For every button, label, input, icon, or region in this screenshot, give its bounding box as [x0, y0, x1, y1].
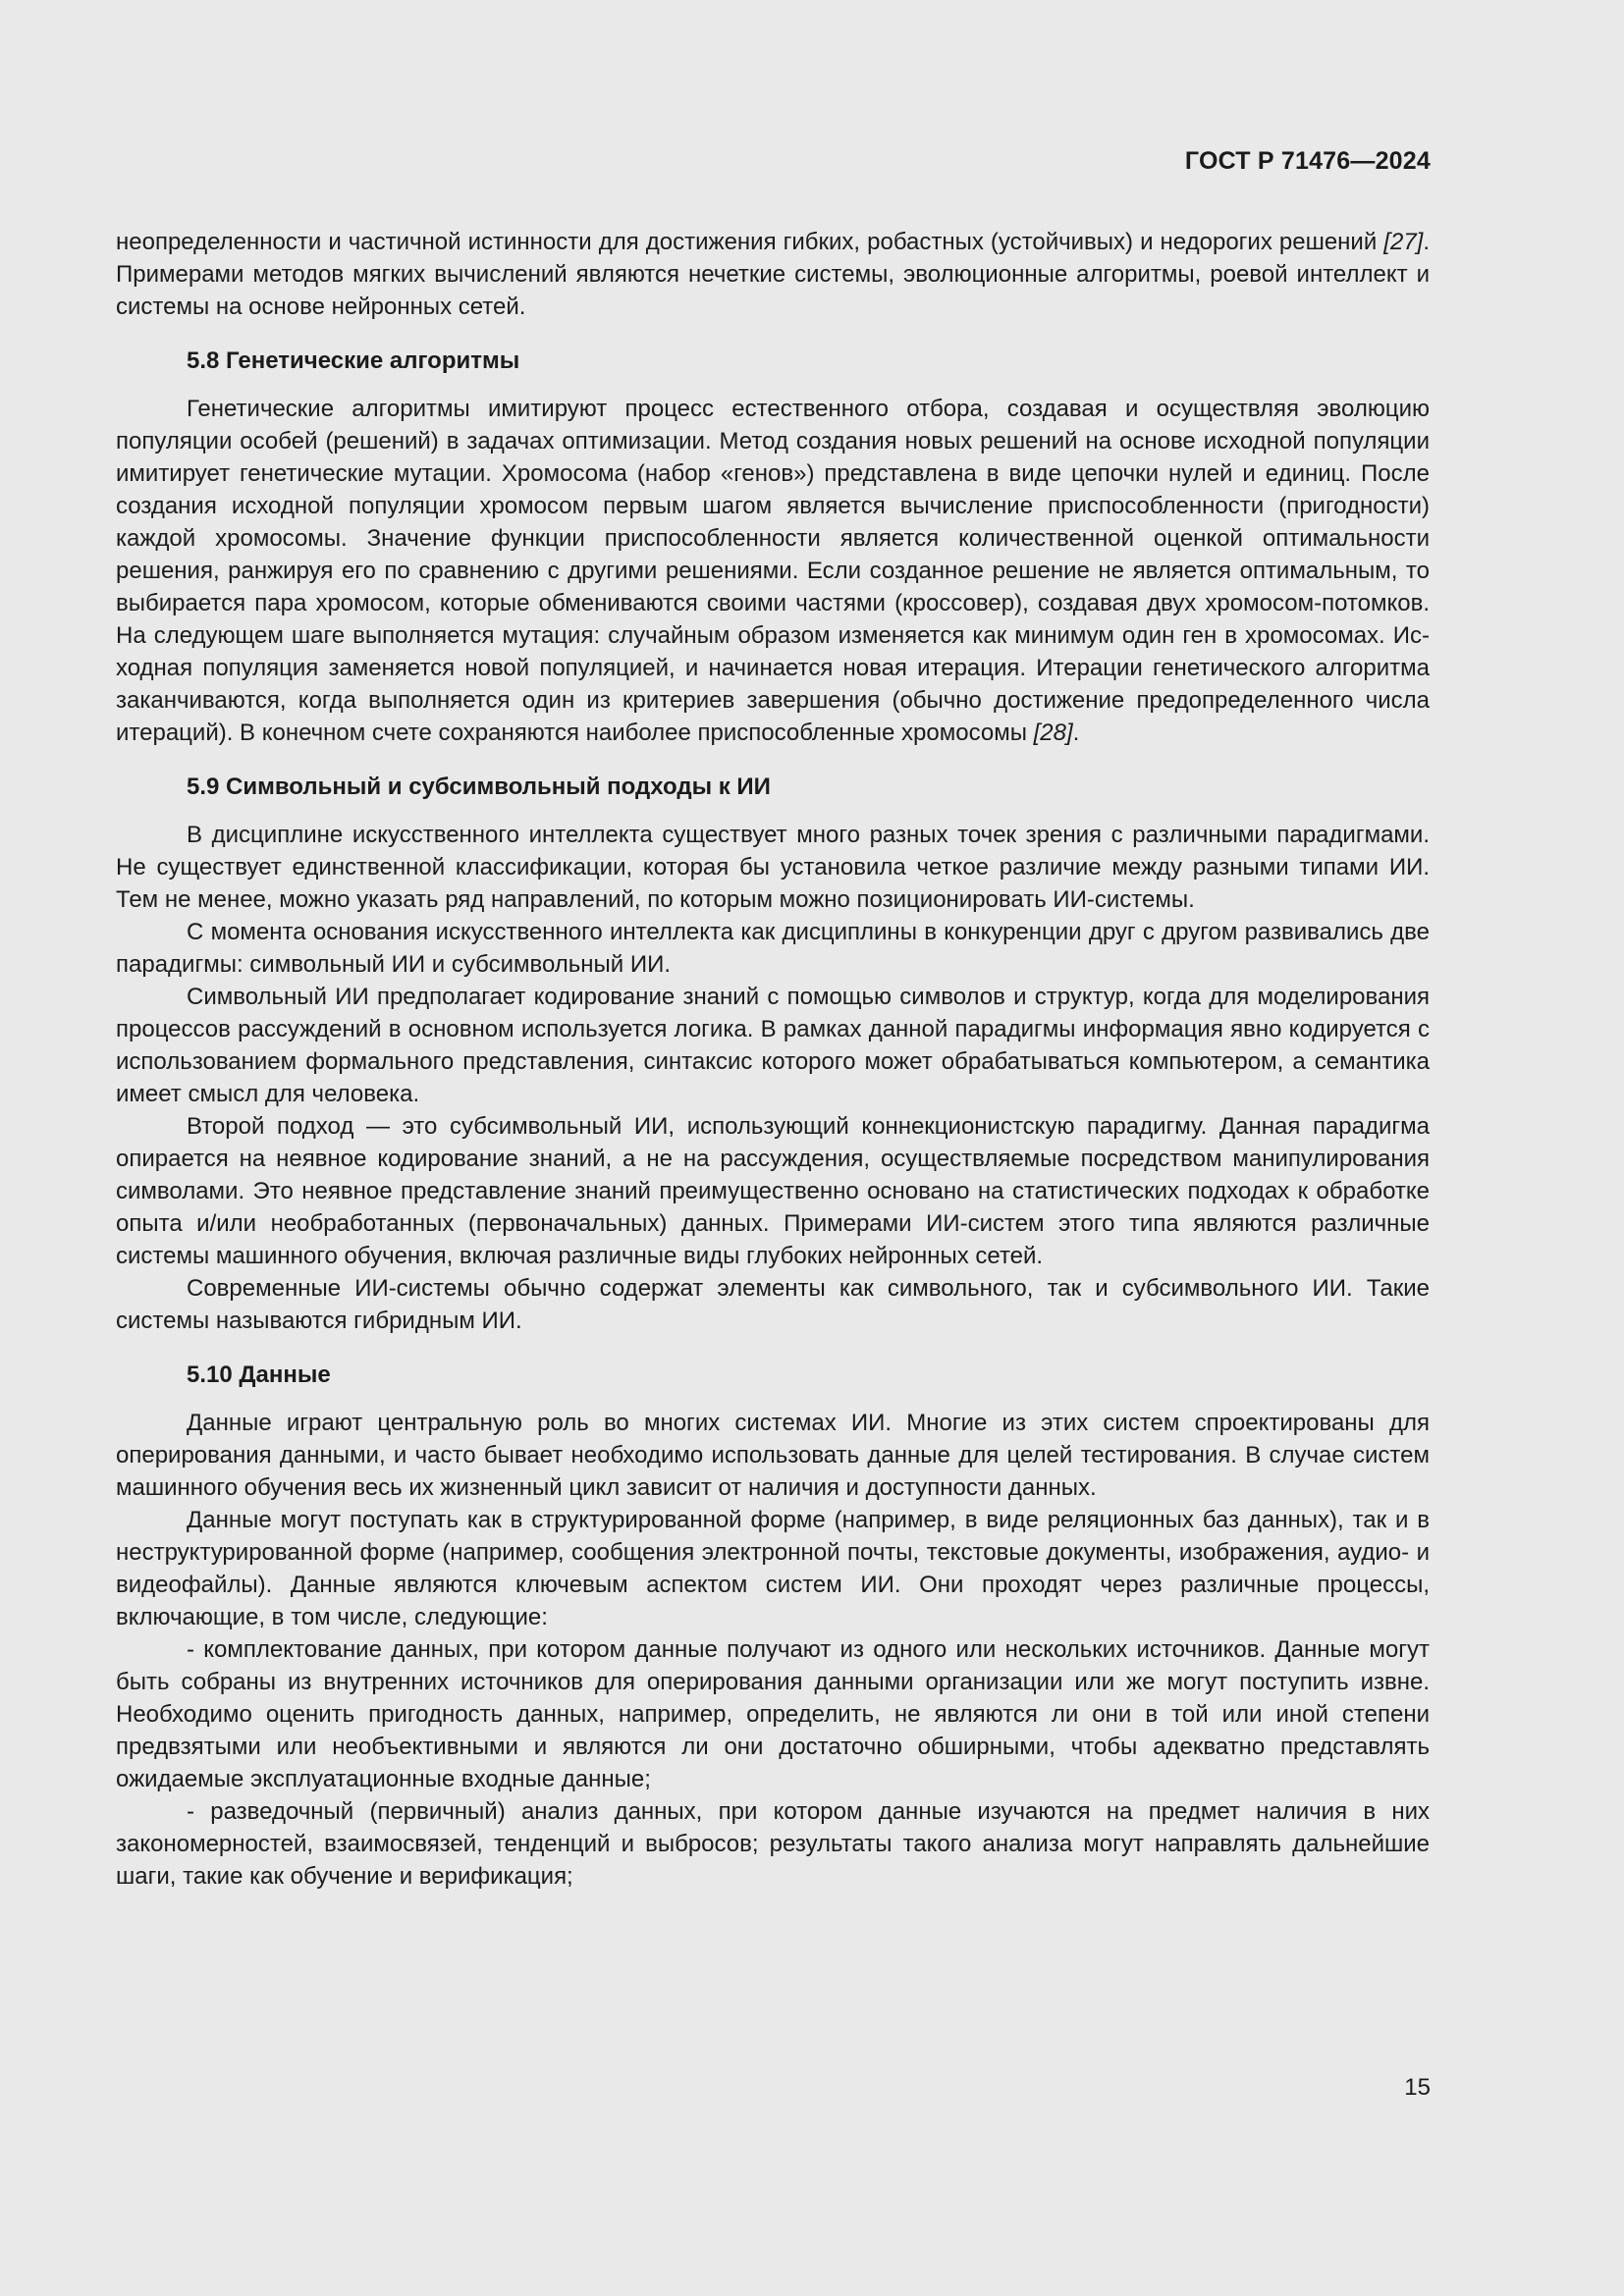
intro-text-2: . Примерами методов мягких вычислений являются нечеткие системы, эволюционные алгоритмы, роевой интеллект и системы на основе нейронных сетей. — [116, 229, 1430, 320]
page-number: 15 — [1404, 2074, 1431, 2101]
section-5-9-paragraph-4: Второй подход — это субсимвольный ИИ, использующий коннекционистскую парадигму. Данная парадигма опирается на неявное кодирование знаний, а не на рассуждения, осуществляемые посредством манипулирования символами. Это неявное представление знаний преимущественно основано на статистических подходах к обработке опыта и/или необработанных (первоначальных) данных. Примерами ИИ-систем этого типа являются различные системы машинного обучения, включая различные виды глубоких нейронных сетей. — [116, 1113, 1430, 1269]
section-5-8-end: . — [1072, 720, 1080, 746]
section-5-9-heading: 5.9 Символьный и субсимвольный подходы к ИИ — [187, 774, 771, 800]
citation-27: [27] — [1383, 229, 1424, 255]
section-5-9-paragraph-5: Современные ИИ-системы обычно содержат элементы как символьного, так и субсимвольного ИИ. Такие системы называются гибридным ИИ. — [116, 1275, 1430, 1334]
section-5-10-heading: 5.10 Данные — [187, 1362, 331, 1388]
document-code-header: ГОСТ Р 71476—2024 — [1184, 147, 1431, 175]
page-content — [116, 226, 1430, 1893]
section-5-10-paragraph-2: Данные могут поступать как в структурированной форме (например, в виде реляционных баз данных), так и в неструктурированной форме (например, сообщения электронной почты, текстовые документы, изображения, аудио- и видеофайлы). Данные являются ключевым аспектом систем ИИ. Они проходят через различные процессы, включающие, в том числе, следующие: — [116, 1507, 1430, 1630]
section-5-9-paragraph-3: Символьный ИИ предполагает кодирование знаний с помощью символов и структур, когда для моделирования процессов рассуждений в основном используется логика. В рамках данной парадигмы информация явно кодируется с использованием формального представления, синтаксис которого может обрабатываться компьютером, а семантика имеет смысл для человека. — [116, 984, 1430, 1107]
section-5-9-paragraph-2: С момента основания искусственного интеллекта как дисциплины в конкуренции друг с другом развивались две парадигмы: символьный ИИ и субсимвольный ИИ. — [116, 919, 1430, 978]
section-5-9-paragraph-1: В дисциплине искусственного интеллекта существует много разных точек зрения с различными парадигмами. Не существует единственной классификации, которая бы установила четкое различие между разными типами ИИ. Тем не менее, можно указать ряд направлений, по которым можно позиционировать ИИ-системы. — [116, 822, 1430, 913]
section-5-8-paragraph — [116, 393, 1430, 749]
intro-paragraph — [116, 226, 1430, 323]
section-5-10-paragraph-1: Данные играют центральную роль во многих системах ИИ. Многие из этих систем спроектированы для оперирования данными, и часто бывает необходимо использовать данные для целей тестирования. В случае систем машинного обучения весь их жизненный цикл зависит от наличия и доступности данных. — [116, 1410, 1430, 1501]
list-item-data-acquisition: - комплектование данных, при котором данные получают из одного или нескольких источников. Данные могут быть собраны из внутренних источников для оперирования данными организации или же могут поступить извне. Необходимо оценить пригодность данных, например, определить, не являются ли они в той или иной степени предвзятыми или необъективными и являются ли они достаточно обширными, чтобы адекватно представлять ожидаемые эксплуатационные входные данные; — [116, 1636, 1430, 1792]
section-5-8-text: Генетические алгоритмы имитируют процесс естественного отбора, создавая и осуществляя эволюцию популяции особей (решений) в задачах оптимизации. Метод создания новых решений на основе исходной популяции имитирует генетические мутации. Хромосома (набор «генов») представлена в виде цепочки нулей и единиц. После создания исходной популяции хромосом первым шагом является вычисление приспособленности (пригодности) каждой хромосомы. Значение функции приспособленности является количественной оценкой оптимальности решения, ранжируя его по сравнению с другими решениями. Если созданное решение не является оптимальным, то выбирается пара хромосом, которые обмениваются своими частями (кроссовер), создавая двух хромосом-потомков. На следующем шаге выполняется мутация: случайным образом изменяется как минимум один ген в хромосомах. Исходная популяция заменяется новой популяцией, и начинается новая итерация. Итерации генетического алгоритма заканчиваются, когда выполняется один из критериев завершения (обычно достижение предопределенного числа итераций). В конечном счете сохраняются наиболее приспособленные хромосомы — [116, 396, 1430, 746]
intro-text-1: неопределенности и частичной истинности для достижения гибких, робастных (устойчивых) и недорогих решений — [116, 229, 1384, 255]
section-5-8-heading: 5.8 Генетические алгоритмы — [187, 347, 520, 374]
citation-28: [28] — [1033, 720, 1073, 746]
list-item-exploratory-analysis: - разведочный (первичный) анализ данных, при котором данные изучаются на предмет наличия в них закономерностей, взаимосвязей, тенденций и выбросов; результаты такого анализа могут направлять дальнейшие шаги, такие как обучение и верификация; — [116, 1798, 1430, 1890]
